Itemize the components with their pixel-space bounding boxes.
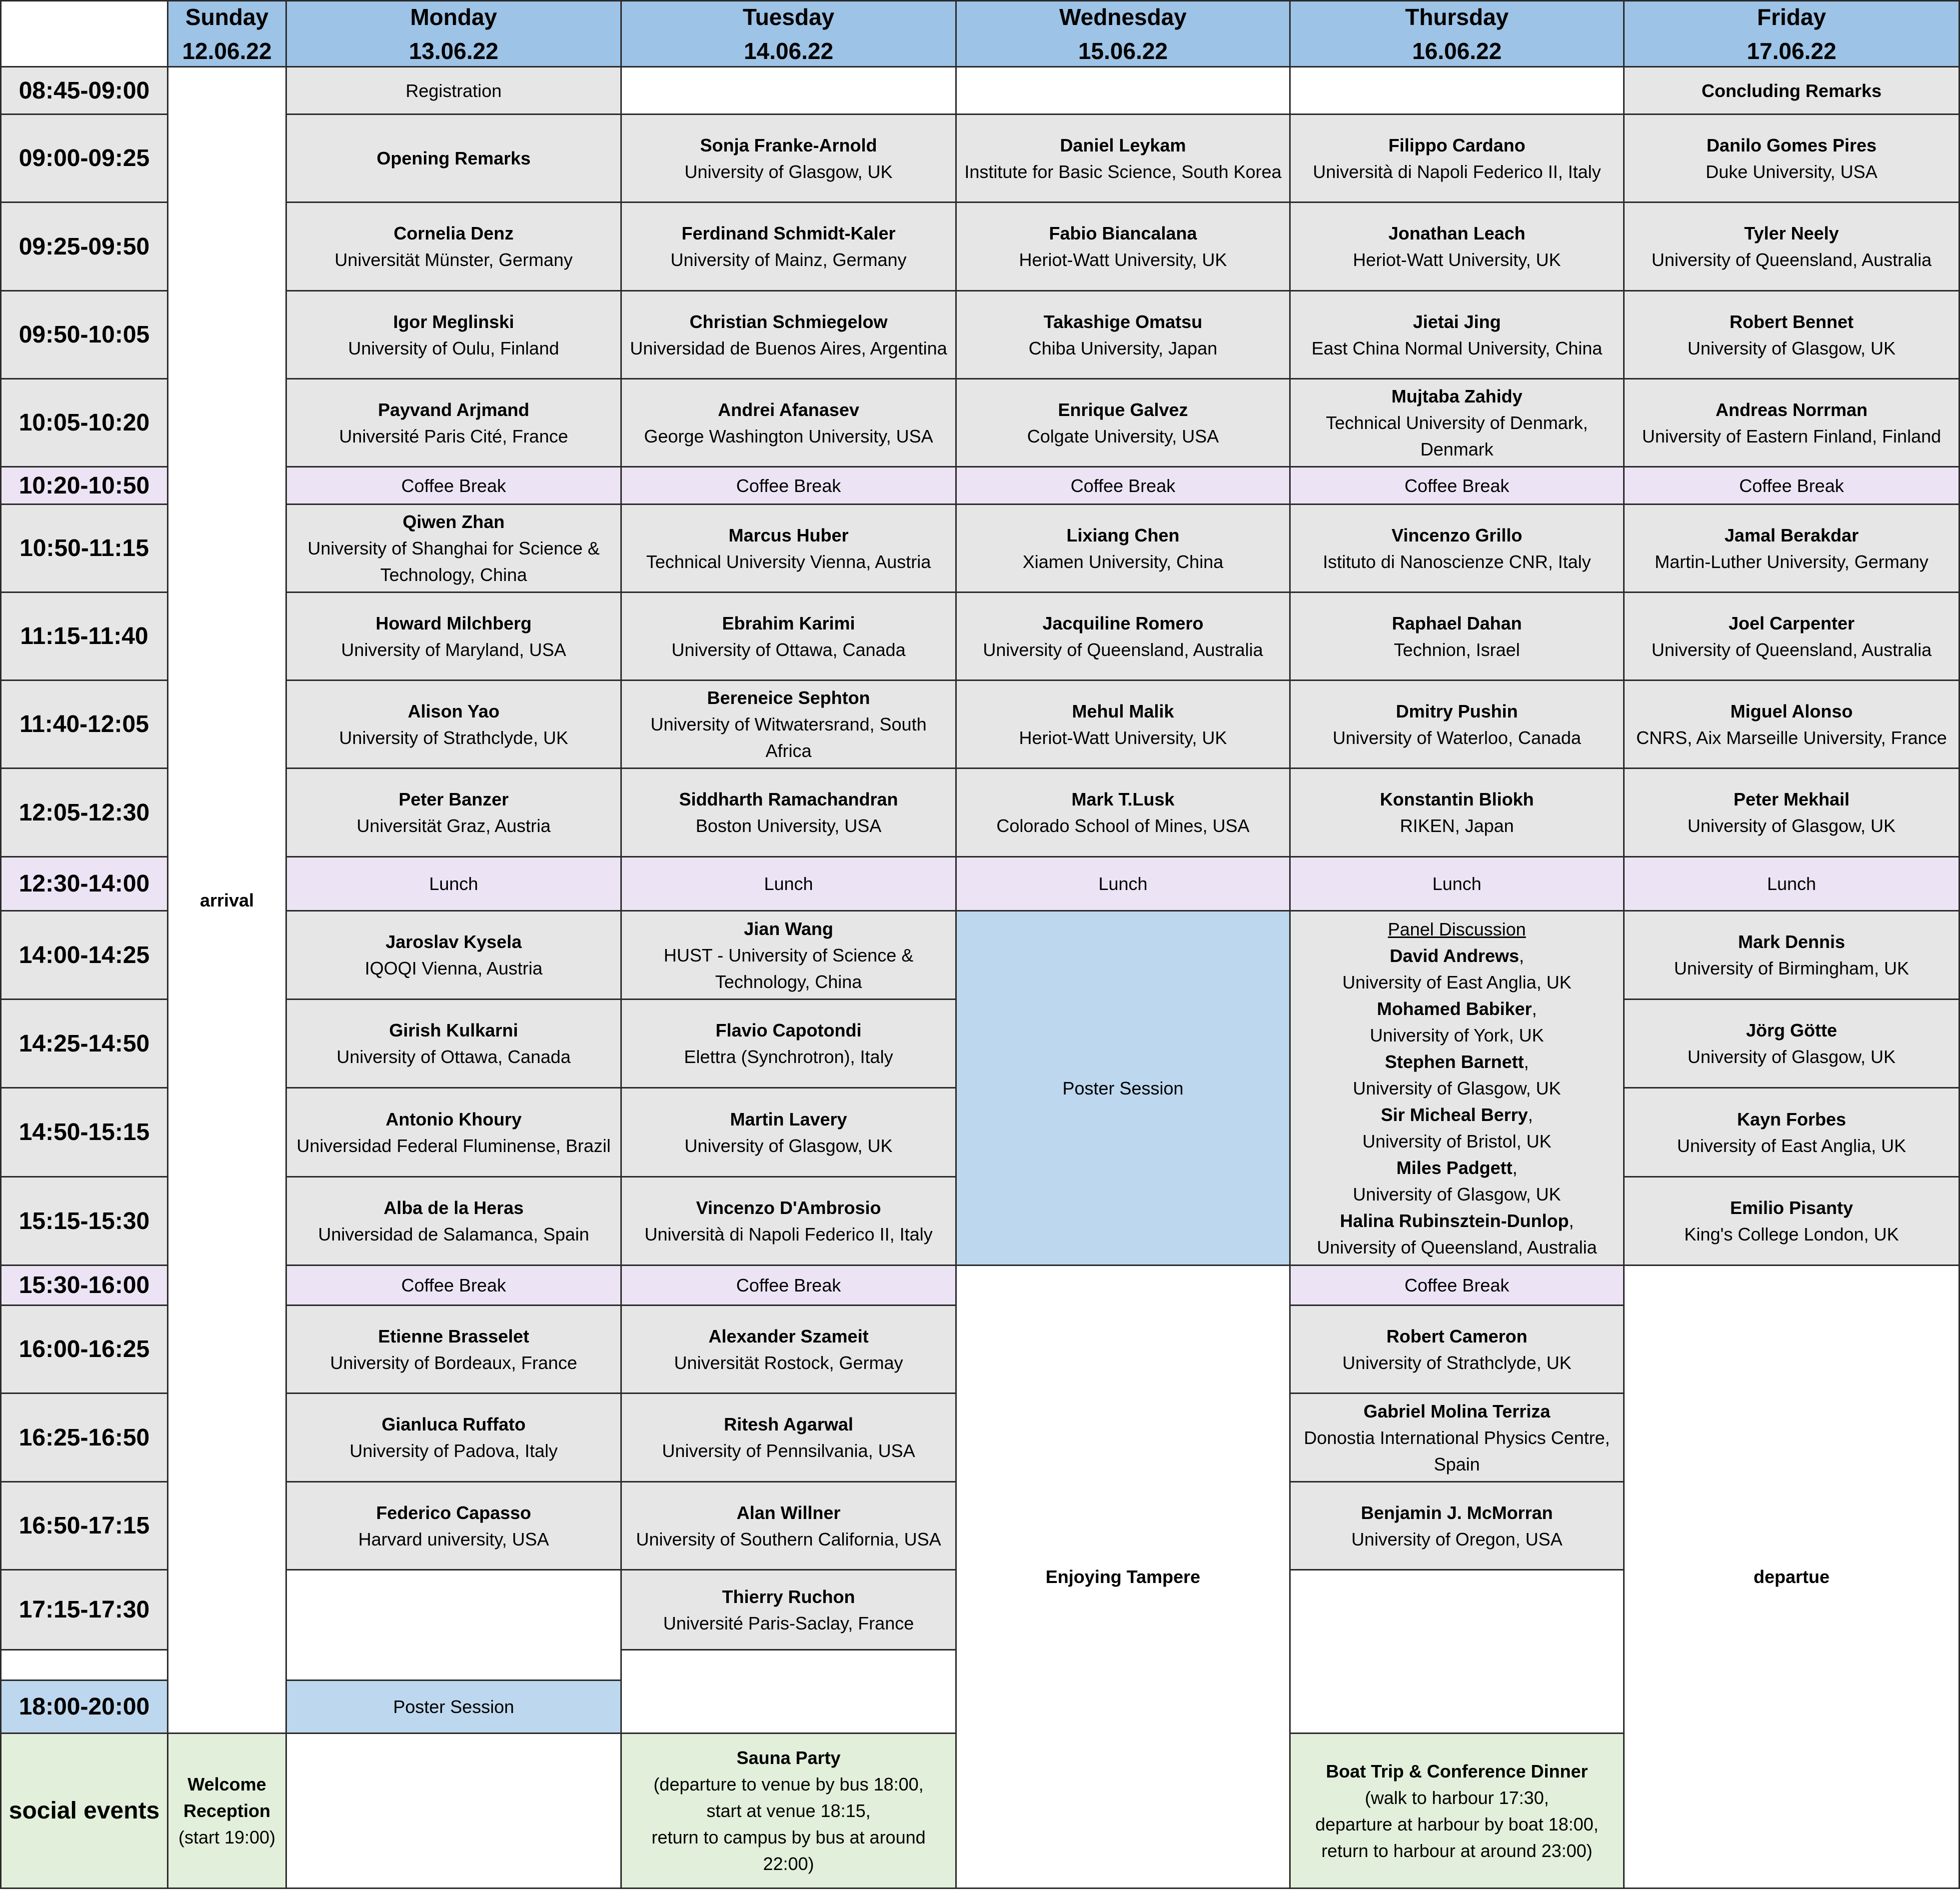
speaker-affiliation: Universidad de Buenos Aires, Argentina	[630, 338, 947, 358]
day-header-wednesday	[957, 0, 1291, 68]
panelist-affiliation: University of Queensland, Australia	[1317, 1236, 1597, 1258]
talk-cell	[957, 203, 1291, 292]
social-title: Welcome Reception	[183, 1774, 271, 1821]
talk-cell	[1625, 505, 1960, 593]
talk-cell	[622, 115, 957, 203]
speaker-affiliation: University of Pennsilvania, USA	[662, 1440, 915, 1461]
speaker-affiliation: East China Normal University, China	[1311, 338, 1603, 358]
coffee-break: Coffee Break	[287, 468, 622, 505]
talk-cell	[287, 380, 622, 468]
monday-opening-remarks: Opening Remarks	[287, 115, 622, 203]
panelist: Sir Micheal Berry,	[1381, 1104, 1533, 1125]
time-slot: 14:50-15:15	[0, 1088, 168, 1178]
speaker-name: Alan Willner	[736, 1502, 841, 1523]
talk-cell	[287, 203, 622, 292]
talk-cell	[1625, 681, 1960, 769]
friday-concluding-remarks: Concluding Remarks	[1625, 68, 1960, 115]
speaker-affiliation: Boston University, USA	[695, 816, 882, 836]
empty-cell	[622, 1650, 957, 1734]
panelist: Halina Rubinsztein-Dunlop,	[1340, 1210, 1574, 1231]
talk-cell	[1625, 593, 1960, 681]
speaker-affiliation: Université Paris Cité, France	[339, 426, 568, 446]
speaker-name: Mehul Malik	[1072, 700, 1174, 722]
social-line: (walk to harbour 17:30,	[1365, 1787, 1549, 1808]
day-name: Thursday	[1405, 4, 1509, 30]
speaker-name: Konstantin Bliokh	[1380, 789, 1534, 810]
talk-cell	[287, 1306, 622, 1394]
speaker-affiliation: Chiba University, Japan	[1028, 338, 1218, 358]
speaker-name: Jonathan Leach	[1388, 223, 1526, 244]
speaker-affiliation: University of Southern California, USA	[636, 1528, 941, 1550]
time-slot: 10:50-11:15	[0, 505, 168, 593]
speaker-name: Mark Dennis	[1738, 932, 1846, 952]
talk-cell	[622, 1178, 957, 1266]
speaker-name: Sonja Franke-Arnold	[700, 134, 877, 156]
talk-cell	[287, 769, 622, 858]
day-name: Wednesday	[1059, 4, 1187, 30]
speaker-name: Jamal Berakdar	[1724, 524, 1859, 546]
time-slot: 10:20-10:50	[0, 468, 168, 505]
speaker-name: Christian Schmiegelow	[689, 311, 888, 332]
speaker-affiliation: University of Maryland, USA	[341, 639, 566, 660]
talk-cell	[1625, 203, 1960, 292]
speaker-affiliation: University of Glasgow, UK	[1687, 816, 1896, 836]
speaker-affiliation: University of Witwatersrand, South Africa	[650, 714, 927, 761]
empty-cell	[1291, 68, 1625, 115]
day-header-tuesday	[622, 0, 957, 68]
talk-cell	[1625, 115, 1960, 203]
talk-cell	[1291, 1306, 1625, 1394]
speaker-affiliation: University of Eastern Finland, Finland	[1642, 426, 1942, 446]
talk-cell	[1291, 505, 1625, 593]
speaker-affiliation: Technical University of Denmark, Denmark	[1326, 412, 1588, 460]
talk-cell	[1291, 292, 1625, 380]
talk-cell	[1625, 769, 1960, 858]
talk-cell	[622, 593, 957, 681]
talk-cell	[957, 115, 1291, 203]
speaker-name: Enrique Galvez	[1058, 399, 1188, 420]
talk-cell	[1625, 912, 1960, 1000]
lunch-break: Lunch	[1291, 858, 1625, 912]
talk-cell	[622, 1482, 957, 1570]
coffee-break: Coffee Break	[622, 1266, 957, 1306]
talk-cell	[1625, 292, 1960, 380]
speaker-affiliation: Istituto di Nanoscienze CNR, Italy	[1323, 551, 1591, 572]
talk-cell	[957, 593, 1291, 681]
speaker-affiliation: Université Paris-Saclay, France	[663, 1612, 914, 1634]
empty-cell	[287, 1734, 622, 1889]
speaker-affiliation: Xiamen University, China	[1022, 551, 1224, 572]
talk-cell	[1625, 380, 1960, 468]
speaker-name: Vincenzo D'Ambrosio	[696, 1198, 881, 1218]
sunday-arrival: arrival	[168, 68, 287, 1734]
speaker-affiliation: Heriot-Watt University, UK	[1019, 250, 1227, 270]
speaker-name: Igor Meglinski	[393, 311, 514, 332]
coffee-break: Coffee Break	[287, 1266, 622, 1306]
speaker-name: Antonio Khoury	[385, 1108, 522, 1130]
talk-cell	[287, 1394, 622, 1482]
speaker-affiliation: Elettra (Synchrotron), Italy	[684, 1046, 893, 1067]
talk-cell	[1291, 593, 1625, 681]
speaker-name: Fabio Biancalana	[1049, 223, 1197, 244]
social-detail: (start 19:00)	[178, 1827, 276, 1848]
speaker-name: Girish Kulkarni	[389, 1020, 518, 1040]
lunch-break: Lunch	[957, 858, 1291, 912]
tuesday-social	[622, 1734, 957, 1889]
talk-cell	[1625, 1000, 1960, 1088]
speaker-name: Martin Lavery	[730, 1108, 847, 1130]
time-slot: 12:05-12:30	[0, 769, 168, 858]
time-slot: 10:05-10:20	[0, 380, 168, 468]
talk-cell	[287, 1178, 622, 1266]
speaker-name: Kayn Forbes	[1737, 1108, 1847, 1130]
talk-cell	[1291, 681, 1625, 769]
talk-cell	[1291, 380, 1625, 468]
talk-cell	[622, 1394, 957, 1482]
time-slot: 11:40-12:05	[0, 681, 168, 769]
panelist: Miles Padgett,	[1396, 1157, 1518, 1178]
speaker-affiliation: University of Strathclyde, UK	[1342, 1352, 1572, 1373]
day-date: 14.06.22	[743, 38, 834, 64]
talk-cell	[622, 292, 957, 380]
talk-cell	[1291, 1394, 1625, 1482]
day-header-thursday	[1291, 0, 1625, 68]
speaker-name: Raphael Dahan	[1392, 612, 1522, 634]
panel-title: Panel Discussion	[1388, 918, 1526, 940]
panelist-name: Mohamed Babiker	[1377, 998, 1532, 1019]
talk-cell	[957, 769, 1291, 858]
day-date: 16.06.22	[1412, 38, 1502, 64]
speaker-name: Jörg Götte	[1746, 1020, 1837, 1040]
time-slot: 09:25-09:50	[0, 203, 168, 292]
day-header-friday	[1625, 0, 1960, 68]
day-name: Sunday	[185, 4, 269, 30]
speaker-name: Takashige Omatsu	[1043, 311, 1203, 332]
speaker-name: Howard Milchberg	[375, 612, 532, 634]
panel-discussion	[1291, 912, 1625, 1266]
panelist-name: Sir Micheal Berry	[1381, 1104, 1528, 1125]
social-line: return to harbour at around 23:00)	[1321, 1840, 1593, 1861]
talk-cell	[287, 593, 622, 681]
panelist-affiliation: University of Bristol, UK	[1362, 1130, 1552, 1152]
speaker-name: Lixiang Chen	[1066, 524, 1180, 546]
speaker-affiliation: RIKEN, Japan	[1400, 816, 1514, 836]
speaker-name: Alexander Szameit	[708, 1326, 869, 1346]
social-line: return to campus by bus at around 22:00)	[651, 1827, 926, 1874]
poster-session: Poster Session	[957, 912, 1291, 1266]
day-header-monday	[287, 0, 622, 68]
enjoying-tampere: Enjoying Tampere	[957, 1266, 1291, 1889]
time-slot: 09:50-10:05	[0, 292, 168, 380]
speaker-affiliation: King's College London, UK	[1684, 1224, 1899, 1244]
speaker-name: Benjamin J. McMorran	[1361, 1502, 1553, 1523]
speaker-name: Thierry Ruchon	[722, 1586, 855, 1607]
talk-cell	[622, 1088, 957, 1178]
speaker-affiliation: CNRS, Aix Marseille University, France	[1636, 727, 1947, 748]
day-name: Monday	[410, 4, 497, 30]
poster-session: Poster Session	[287, 1681, 622, 1734]
talk-cell	[957, 505, 1291, 593]
talk-cell	[622, 380, 957, 468]
lunch-break: Lunch	[1625, 858, 1960, 912]
talk-cell	[287, 1000, 622, 1088]
speaker-name: Gianluca Ruffato	[381, 1414, 526, 1434]
speaker-name: Joel Carpenter	[1728, 612, 1855, 634]
lunch-break: Lunch	[622, 858, 957, 912]
time-slot: 14:00-14:25	[0, 912, 168, 1000]
time-slot: 15:30-16:00	[0, 1266, 168, 1306]
speaker-affiliation: Technion, Israel	[1394, 639, 1520, 660]
speaker-name: Jian Wang	[744, 918, 833, 939]
speaker-affiliation: University of Oregon, USA	[1351, 1528, 1563, 1550]
speaker-affiliation: Heriot-Watt University, UK	[1019, 727, 1227, 748]
speaker-name: Filippo Cardano	[1388, 134, 1526, 156]
empty-cell	[1291, 1570, 1625, 1734]
talk-cell	[957, 681, 1291, 769]
talk-cell	[287, 1482, 622, 1570]
speaker-affiliation: Università di Napoli Federico II, Italy	[1313, 161, 1601, 182]
speaker-affiliation: University of East Anglia, UK	[1677, 1135, 1907, 1156]
talk-cell	[287, 292, 622, 380]
time-slot: 12:30-14:00	[0, 858, 168, 912]
speaker-affiliation: Universidad Federal Fluminense, Brazil	[296, 1135, 611, 1156]
time-slot: 16:50-17:15	[0, 1482, 168, 1570]
speaker-affiliation: George Washington University, USA	[644, 426, 933, 446]
social-line: departure at harbour by boat 18:00,	[1315, 1814, 1599, 1834]
coffee-break: Coffee Break	[957, 468, 1291, 505]
panelist-affiliation: University of York, UK	[1370, 1024, 1544, 1046]
panelist: Mohamed Babiker,	[1377, 998, 1537, 1019]
speaker-affiliation: University of Birmingham, UK	[1674, 958, 1910, 978]
speaker-affiliation: University of Queensland, Australia	[1651, 250, 1932, 270]
time-gap	[0, 1650, 168, 1681]
monday-registration: Registration	[287, 68, 622, 115]
day-header-sunday	[168, 0, 287, 68]
talk-cell	[622, 505, 957, 593]
speaker-name: Mujtaba Zahidy	[1391, 386, 1523, 406]
speaker-name: Miguel Alonso	[1730, 700, 1853, 722]
coffee-break: Coffee Break	[1625, 468, 1960, 505]
speaker-affiliation: University of Ottawa, Canada	[336, 1046, 571, 1067]
speaker-affiliation: University of Bordeaux, France	[330, 1352, 577, 1373]
speaker-name: Ritesh Agarwal	[724, 1414, 853, 1434]
speaker-affiliation: University of Mainz, Germany	[670, 250, 907, 270]
time-slot: 09:00-09:25	[0, 115, 168, 203]
talk-cell	[1625, 1088, 1960, 1178]
speaker-name: Alba de la Heras	[383, 1198, 524, 1218]
social-line: (departure to venue by bus 18:00,	[653, 1774, 924, 1794]
panelist-name: Miles Padgett	[1396, 1157, 1513, 1178]
speaker-name: Danilo Gomes Pires	[1706, 134, 1877, 156]
speaker-name: Cornelia Denz	[393, 223, 514, 244]
speaker-affiliation: Colorado School of Mines, USA	[996, 816, 1250, 836]
talk-cell	[287, 505, 622, 593]
day-name: Friday	[1757, 4, 1827, 30]
speaker-name: Dmitry Pushin	[1396, 700, 1518, 722]
day-date: 15.06.22	[1078, 38, 1168, 64]
panelist-affiliation: University of Glasgow, UK	[1353, 1078, 1561, 1098]
talk-cell	[622, 1570, 957, 1650]
talk-cell	[622, 681, 957, 769]
talk-cell	[1291, 115, 1625, 203]
speaker-affiliation: Universität Rostock, Germay	[674, 1352, 903, 1373]
speaker-name: Mark T.Lusk	[1071, 789, 1175, 810]
time-slot: 11:15-11:40	[0, 593, 168, 681]
talk-cell	[622, 203, 957, 292]
empty-cell	[957, 68, 1291, 115]
time-slot: 17:15-17:30	[0, 1570, 168, 1650]
friday-departure: departue	[1625, 1266, 1960, 1889]
talk-cell	[622, 769, 957, 858]
speaker-name: Flavio Capotondi	[715, 1020, 862, 1040]
speaker-name: Federico Capasso	[376, 1502, 531, 1523]
time-slot: 08:45-09:00	[0, 68, 168, 115]
speaker-affiliation: University of Glasgow, UK	[684, 1135, 893, 1156]
speaker-name: Alison Yao	[407, 700, 500, 722]
speaker-name: Robert Bennet	[1729, 311, 1854, 332]
speaker-name: Marcus Huber	[728, 524, 849, 546]
talk-cell	[622, 1306, 957, 1394]
day-date: 17.06.22	[1747, 38, 1837, 64]
header-corner	[0, 0, 168, 68]
talk-cell	[287, 681, 622, 769]
speaker-name: Peter Banzer	[398, 789, 509, 810]
coffee-break: Coffee Break	[622, 468, 957, 505]
time-slot: 18:00-20:00	[0, 1681, 168, 1734]
talk-cell	[1291, 1482, 1625, 1570]
day-date: 12.06.22	[182, 38, 272, 64]
talk-cell	[622, 912, 957, 1000]
social-title: Sauna Party	[736, 1748, 841, 1768]
social-title: Boat Trip & Conference Dinner	[1326, 1760, 1588, 1782]
day-name: Tuesday	[742, 4, 835, 30]
speaker-affiliation: University of Glasgow, UK	[1687, 338, 1896, 358]
speaker-affiliation: Donostia International Physics Centre, Spain	[1304, 1427, 1610, 1474]
speaker-name: Andrei Afanasev	[718, 399, 859, 420]
speaker-affiliation: IQOQI Vienna, Austria	[364, 958, 543, 978]
speaker-name: Jaroslav Kysela	[385, 932, 522, 952]
talk-cell	[287, 1088, 622, 1178]
lunch-break: Lunch	[287, 858, 622, 912]
speaker-affiliation: Martin-Luther University, Germany	[1655, 551, 1929, 572]
speaker-affiliation: Technical University Vienna, Austria	[646, 551, 931, 572]
speaker-affiliation: University of Waterloo, Canada	[1333, 727, 1581, 748]
panelist: Stephen Barnett,	[1385, 1051, 1529, 1072]
time-slot: 16:25-16:50	[0, 1394, 168, 1482]
panelist-name: Halina Rubinsztein-Dunlop	[1340, 1210, 1569, 1231]
speaker-affiliation: University of Queensland, Australia	[983, 639, 1263, 660]
speaker-name: Emilio Pisanty	[1730, 1198, 1854, 1218]
speaker-affiliation: University of Glasgow, UK	[1687, 1046, 1896, 1067]
speaker-name: Gabriel Molina Terriza	[1363, 1400, 1551, 1422]
talk-cell	[1291, 203, 1625, 292]
social-line: start at venue 18:15,	[706, 1800, 871, 1821]
empty-cell	[622, 68, 957, 115]
speaker-name: Robert Cameron	[1386, 1326, 1528, 1346]
panelist-name: Stephen Barnett	[1385, 1051, 1524, 1072]
speaker-affiliation: Institute for Basic Science, South Korea	[964, 161, 1282, 182]
talk-cell	[287, 912, 622, 1000]
speaker-affiliation: University of Ottawa, Canada	[671, 639, 906, 660]
day-date: 13.06.22	[408, 38, 499, 64]
thursday-social	[1291, 1734, 1625, 1889]
panelist-affiliation: University of East Anglia, UK	[1342, 972, 1572, 992]
speaker-name: Siddharth Ramachandran	[679, 789, 898, 810]
speaker-affiliation: University of Shanghai for Science & Technology, China	[307, 538, 600, 585]
speaker-affiliation: Università di Napoli Federico II, Italy	[644, 1224, 933, 1244]
speaker-affiliation: Universidad de Salamanca, Spain	[318, 1224, 589, 1244]
speaker-name: Qiwen Zhan	[402, 512, 505, 532]
speaker-name: Bereneice Sephton	[707, 688, 870, 708]
speaker-affiliation: HUST - University of Science & Technology, China	[663, 944, 914, 992]
speaker-affiliation: Universität Graz, Austria	[356, 816, 551, 836]
speaker-name: Peter Mekhail	[1733, 789, 1850, 810]
speaker-affiliation: Heriot-Watt University, UK	[1353, 250, 1561, 270]
social-events-label: social events	[0, 1734, 168, 1889]
empty-cell	[287, 1570, 622, 1681]
speaker-affiliation: University of Padova, Italy	[349, 1440, 558, 1461]
coffee-break: Coffee Break	[1291, 468, 1625, 505]
speaker-affiliation: University of Queensland, Australia	[1651, 639, 1932, 660]
speaker-name: Daniel Leykam	[1060, 134, 1186, 156]
time-slot: 16:00-16:25	[0, 1306, 168, 1394]
time-slot: 15:15-15:30	[0, 1178, 168, 1266]
speaker-affiliation: Harvard university, USA	[358, 1528, 549, 1550]
talk-cell	[622, 1000, 957, 1088]
speaker-name: Vincenzo Grillo	[1391, 524, 1523, 546]
talk-cell	[1625, 1178, 1960, 1266]
talk-cell	[957, 380, 1291, 468]
speaker-name: Andreas Norrman	[1715, 399, 1868, 420]
speaker-name: Tyler Neely	[1744, 223, 1839, 244]
speaker-affiliation: Duke University, USA	[1706, 161, 1878, 182]
speaker-name: Jietai Jing	[1413, 311, 1501, 332]
speaker-name: Jacquiline Romero	[1042, 612, 1204, 634]
speaker-affiliation: University of Glasgow, UK	[684, 161, 893, 182]
speaker-name: Etienne Brasselet	[378, 1326, 529, 1346]
speaker-affiliation: University of Strathclyde, UK	[339, 727, 568, 748]
panelist-affiliation: University of Glasgow, UK	[1353, 1184, 1561, 1204]
speaker-name: Ferdinand Schmidt-Kaler	[681, 223, 896, 244]
panelist-name: David Andrews	[1390, 945, 1519, 966]
speaker-name: Payvand Arjmand	[378, 399, 529, 420]
talk-cell	[1291, 769, 1625, 858]
speaker-affiliation: University of Oulu, Finland	[348, 338, 559, 358]
talk-cell	[957, 292, 1291, 380]
sunday-social	[168, 1734, 287, 1889]
speaker-affiliation: Universität Münster, Germany	[334, 250, 573, 270]
time-slot: 14:25-14:50	[0, 1000, 168, 1088]
panelist: David Andrews,	[1390, 945, 1524, 966]
coffee-break: Coffee Break	[1291, 1266, 1625, 1306]
speaker-affiliation: Colgate University, USA	[1027, 426, 1219, 446]
speaker-name: Ebrahim Karimi	[722, 612, 855, 634]
